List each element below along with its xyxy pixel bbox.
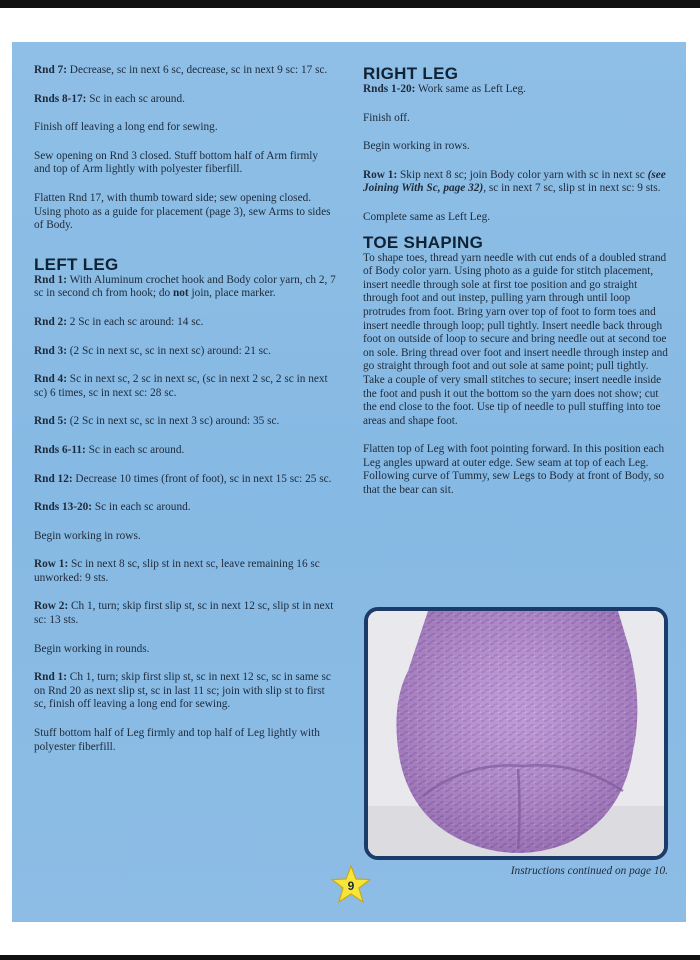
instruction-left-rnd-12: Rnd 12: Decrease 10 times (front of foot), sc in next 15 sc: 25 sc. <box>34 472 332 485</box>
instruction-begin-rounds: Begin working in rounds. <box>34 642 150 655</box>
instruction-left-row-2: Row 2: Ch 1, turn; skip first slip st, sc in next 12 sc, slip st in next sc: 13 sts. <box>34 600 334 627</box>
page-number: 9 <box>347 879 355 893</box>
instruction-left-rnd-2: Rnd 2: 2 Sc in each sc around: 14 sc. <box>34 315 204 328</box>
section-heading-toe-shaping: TOE SHAPING <box>363 232 484 252</box>
instruction-flatten-arm: Flatten Rnd 17, with thumb toward side; sew opening closed. Using photo as a guide for placement (page 3), sew Arms to sides of Body. <box>34 191 331 232</box>
top-border <box>0 0 700 8</box>
instruction-toe-shaping: To shape toes, thread yarn needle with cut ends of a doubled strand of Body color yarn. Using photo as a guide for stitch placement, insert needle through sole at first toe position and go straight through foot and out instep, pulling yarn through until loop protrudes from foot. Bring yarn over top of foot to form toes and insert needle through loop; pull tightly. Insert needle back through foot on outside of loop to secure and bring needle out at second toe on sole. Bring thread over foot and insert needle through instep and go straight through foot and out sole at same point; pull tightly. Take a couple of very small stitches to secure; insert needle inside the foot and push it out the bottom so the yarn does not show; cut the end close to the foot. Use tip of needle to pull stuffing into toe areas and shape foot. <box>363 251 668 427</box>
instruction-left-rnd-1: Rnd 1: With Aluminum crochet hook and Body color yarn, ch 2, 7 sc in second ch from hook; do not join, place marker. <box>34 273 336 300</box>
section-heading-right-leg: RIGHT LEG <box>363 64 459 83</box>
bottom-border <box>0 955 700 960</box>
instruction-left-rnd-1-final: Rnd 1: Ch 1, turn; skip first slip st, sc in next 12 sc, sc in same sc on Rnd 20 as next slip st, sc in last 11 sc; join with slip st to first sc, finish off leaving a long end for sewing. <box>34 671 331 711</box>
instruction-left-rnd-4: Rnd 4: Sc in next sc, 2 sc in next sc, (sc in next 2 sc, 2 sc in next sc) 6 times, sc in next sc: 28 sc. <box>34 373 328 399</box>
instruction-left-rnds-6-11: Rnds 6-11: Sc in each sc around. <box>34 443 185 456</box>
left-column <box>34 64 336 769</box>
star-icon <box>330 864 372 906</box>
section-heading-left-leg: LEFT LEG <box>34 254 119 274</box>
instruction-stuff-leg: Stuff bottom half of Leg firmly and top half of Leg lightly with polyester fiberfill. <box>34 727 320 753</box>
instruction-sew-opening: Sew opening on Rnd 3 closed. Stuff bottom half of Arm firmly and top of Arm lightly with polyester fiberfill. <box>34 149 319 176</box>
continued-caption: Instructions continued on page 10. <box>510 865 668 877</box>
crochet-foot-illustration <box>368 611 664 856</box>
instruction-left-rnds-13-20: Rnds 13-20: Sc in each sc around. <box>34 501 191 514</box>
instruction-left-rnd-5: Rnd 5: (2 Sc in next sc, sc in next 3 sc) around: 35 sc. <box>34 415 280 428</box>
instruction-finish-off: Finish off leaving a long end for sewing. <box>34 121 218 134</box>
instruction-right-rnds-1-20: Rnds 1-20: Work same as Left Leg. <box>363 83 526 95</box>
right-column <box>363 64 668 513</box>
instruction-flatten-leg: Flatten top of Leg with foot pointing forward. In this position each Leg angles upward at outer edge. Sew seam at top of each Leg. Following curve of Tummy, sew Legs to Body at front of Body, so that the bear can sit. <box>363 443 665 497</box>
instruction-right-begin-rows: Begin working in rows. <box>363 140 470 153</box>
instruction-complete-same: Complete same as Left Leg. <box>363 210 491 223</box>
instruction-begin-rows: Begin working in rows. <box>34 529 141 542</box>
instruction-rnds-8-17: Rnds 8-17: Sc in each sc around. <box>34 92 185 105</box>
instruction-left-row-1: Row 1: Sc in next 8 sc, slip st in next sc, leave remaining 16 sc unworked: 9 sts. <box>34 558 320 584</box>
instruction-right-row-1: Row 1: Skip next 8 sc; join Body color yarn with sc in next sc (see Joining With Sc, page 32), sc in next 7 sc, slip st in next sc: 9 sts. <box>363 168 666 195</box>
page-number-star <box>330 864 372 906</box>
instruction-right-finish-off: Finish off. <box>363 111 410 124</box>
instruction-left-rnd-3: Rnd 3: (2 Sc in next sc, sc in next sc) around: 21 sc. <box>34 344 271 357</box>
crochet-foot-photo <box>364 607 668 860</box>
pattern-page <box>12 42 686 922</box>
instruction-rnd-7: Rnd 7: Decrease, sc in next 6 sc, decrease, sc in next 9 sc: 17 sc. <box>34 64 328 76</box>
